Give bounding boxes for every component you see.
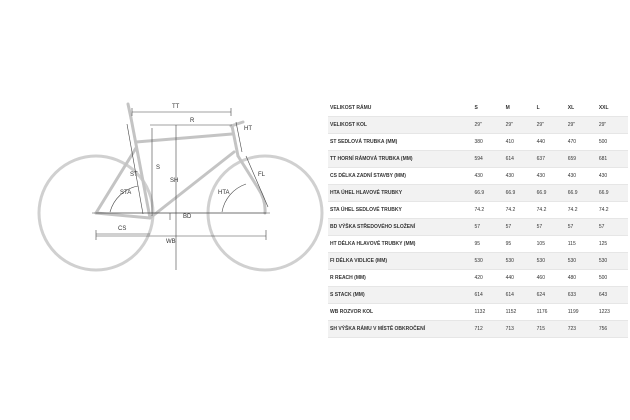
cell-s: 712 [472,321,503,338]
header-frame-size: VELIKOST RÁMU [328,100,472,117]
cell-xxl: 643 [597,287,628,304]
cell-s: 380 [472,134,503,151]
header-size-xl: XL [566,100,597,117]
cell-xl: 115 [566,236,597,253]
table-row [328,270,628,287]
cell-l: 29" [535,117,566,134]
cell-xl: 633 [566,287,597,304]
cell-l: 105 [535,236,566,253]
cell-m: 410 [504,134,535,151]
header-size-m: M [504,100,535,117]
stem [231,122,243,126]
row-label: R REACH (MM) [328,270,472,287]
cell-xl: 530 [566,253,597,270]
cell-s: 430 [472,168,503,185]
cell-l: 460 [535,270,566,287]
cell-s: 74.2 [472,202,503,219]
header-size-s: S [472,100,503,117]
cell-xl: 74.2 [566,202,597,219]
cell-m: 614 [504,151,535,168]
cell-s: 95 [472,236,503,253]
cell-xxl: 66.9 [597,185,628,202]
cell-m: 57 [504,219,535,236]
cell-xl: 430 [566,168,597,185]
cell-m: 29" [504,117,535,134]
table-header-row [328,100,628,117]
header-size-l: L [535,100,566,117]
label-cs: CS [118,226,127,232]
label-r: R [190,118,195,124]
fl-dimension-line [246,156,268,207]
table-row [328,134,628,151]
fork [238,156,265,213]
cell-m: 95 [504,236,535,253]
row-label: STA ÚHEL SEDLOVÉ TRUBKY [328,202,472,219]
cell-xl: 723 [566,321,597,338]
cell-m: 74.2 [504,202,535,219]
cell-m: 66.9 [504,185,535,202]
table-row [328,202,628,219]
cell-l: 57 [535,219,566,236]
cell-m: 1152 [504,304,535,321]
label-st: ST [130,172,138,178]
cell-xl: 1199 [566,304,597,321]
cell-xl: 57 [566,219,597,236]
row-label: VELIKOST KOL [328,117,472,134]
cell-l: 430 [535,168,566,185]
cell-l: 530 [535,253,566,270]
cell-xxl: 430 [597,168,628,185]
cell-s: 420 [472,270,503,287]
row-label: S STACK (MM) [328,287,472,304]
seat-post [128,104,131,118]
cell-s: 29" [472,117,503,134]
cell-xl: 29" [566,117,597,134]
cell-m: 713 [504,321,535,338]
geometry-table [328,100,628,338]
cell-xl: 659 [566,151,597,168]
label-wb: WB [166,239,176,245]
hta-angle-arc [222,184,246,212]
cell-s: 66.9 [472,185,503,202]
label-s: S [156,165,161,171]
cell-l: 1176 [535,304,566,321]
cell-m: 530 [504,253,535,270]
row-label: CS DÉLKA ZADNÍ STAVBY (MM) [328,168,472,185]
row-label: WB ROZVOR KOL [328,304,472,321]
chain-stay [96,213,150,218]
cell-l: 66.9 [535,185,566,202]
label-ht: HT [244,126,252,132]
cell-xxl: 500 [597,270,628,287]
cell-xl: 480 [566,270,597,287]
cell-xxl: 74.2 [597,202,628,219]
cell-s: 614 [472,287,503,304]
cell-s: 530 [472,253,503,270]
cell-xxl: 756 [597,321,628,338]
table-row [328,321,628,338]
table-row [328,304,628,321]
row-label: FI DÉLKA VIDLICE (MM) [328,253,472,270]
down-tube [150,152,234,218]
row-label: HT DÉLKA HLAVOVÉ TRUBKY (MM) [328,236,472,253]
cell-m: 430 [504,168,535,185]
row-label: TT HORNÍ RÁMOVÁ TRUBKA (MM) [328,151,472,168]
row-label: BD VÝŠKA STŘEDOVÉHO SLOŽENÍ [328,219,472,236]
cell-s: 57 [472,219,503,236]
table-row [328,185,628,202]
label-hta: HTA [218,190,230,196]
cell-xxl: 681 [597,151,628,168]
row-label: SH VÝŠKA RÁMU V MÍSTĚ OBKROČENÍ [328,321,472,338]
cell-l: 74.2 [535,202,566,219]
label-fl: FL [258,172,266,178]
label-tt: TT [172,104,180,110]
table-row [328,117,628,134]
top-tube [136,134,232,142]
table-row [328,168,628,185]
cell-l: 624 [535,287,566,304]
table-row [328,236,628,253]
cell-m: 614 [504,287,535,304]
row-label: ST SEDLOVÁ TRUBKA (MM) [328,134,472,151]
table-row [328,253,628,270]
seat-tube [131,118,150,218]
header-size-xxl: XXL [597,100,628,117]
cell-m: 440 [504,270,535,287]
cell-xxl: 125 [597,236,628,253]
cell-xxl: 29" [597,117,628,134]
cell-xl: 66.9 [566,185,597,202]
cell-xxl: 530 [597,253,628,270]
cell-xxl: 57 [597,219,628,236]
cell-xxl: 500 [597,134,628,151]
row-label: HTA ÚHEL HLAVOVÉ TRUBKY [328,185,472,202]
cell-s: 594 [472,151,503,168]
table-row [328,287,628,304]
cell-xxl: 1223 [597,304,628,321]
label-sh: SH [170,178,179,184]
label-sta: STA [120,190,132,196]
cell-l: 715 [535,321,566,338]
table-row [328,151,628,168]
cell-l: 637 [535,151,566,168]
cell-s: 1132 [472,304,503,321]
cell-xl: 470 [566,134,597,151]
table-row [328,219,628,236]
label-bd: BD [183,214,192,220]
cell-l: 440 [535,134,566,151]
